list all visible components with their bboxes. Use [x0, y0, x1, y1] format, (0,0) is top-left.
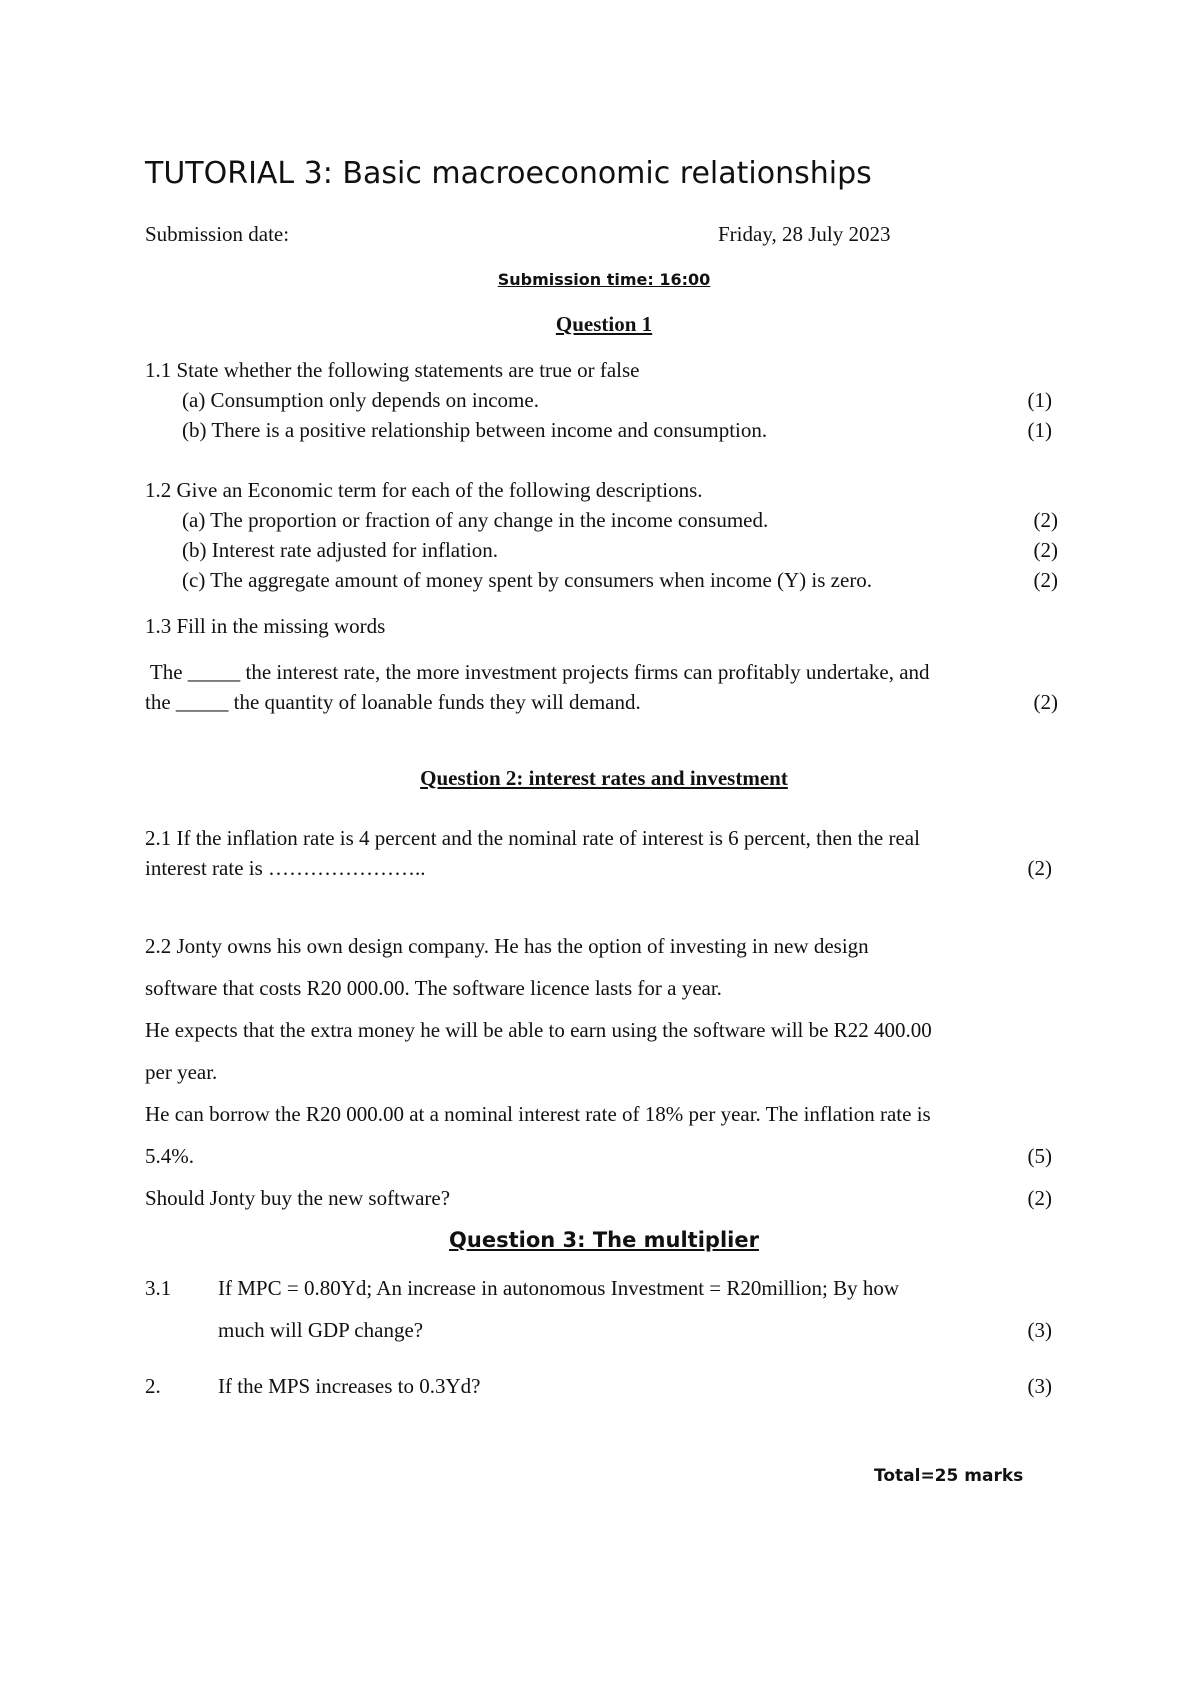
total-marks: Total=25 marks [874, 1466, 1024, 1486]
q1-1-a: (a) Consumption only depends on income. [182, 388, 539, 412]
submission-date-label: Submission date: [145, 222, 290, 246]
q1-2-b-mark: (2) [1033, 538, 1058, 562]
q1-2-c-mark: (2) [1033, 568, 1058, 592]
page-title: TUTORIAL 3: Basic macroeconomic relationships [145, 156, 872, 191]
q2-2-line-2: software that costs R20 000.00. The software licence lasts for a year. [145, 976, 722, 1000]
q1-1-b: (b) There is a positive relationship between income and consumption. [182, 418, 768, 442]
q3-1-line-1: If MPC = 0.80Yd; An increase in autonomous Investment = R20million; By how [218, 1276, 900, 1300]
q1-2-a: (a) The proportion or fraction of any change in the income consumed. [182, 508, 769, 532]
q1-3-line-2: the _____ the quantity of loanable funds they will demand. [145, 690, 641, 714]
submission-date-value: Friday, 28 July 2023 [718, 222, 891, 246]
q3-1-mark: (3) [1027, 1318, 1052, 1342]
q1-2-prompt: 1.2 Give an Economic term for each of the following descriptions. [145, 478, 703, 502]
q2-2-line-4: per year. [145, 1060, 218, 1084]
submission-time: Submission time: 16:00 [497, 270, 711, 289]
q1-1-prompt: 1.1 State whether the following statements are true or false [145, 358, 640, 382]
q2-2-mark-2: (2) [1027, 1186, 1052, 1210]
question-3-heading: Question 3: The multiplier [449, 1228, 759, 1252]
q3-1-line-2: much will GDP change? [218, 1318, 424, 1342]
q1-1-a-mark: (1) [1027, 388, 1052, 412]
q1-1-b-mark: (1) [1027, 418, 1052, 442]
q3-2-number: 2. [145, 1374, 161, 1398]
q3-2-line-1: If the MPS increases to 0.3Yd? [218, 1374, 481, 1398]
q1-2-c: (c) The aggregate amount of money spent by consumers when income (Y) is zero. [182, 568, 873, 592]
q1-2-b: (b) Interest rate adjusted for inflation. [182, 538, 499, 562]
q2-1-line-2: interest rate is ………………….. [145, 856, 426, 880]
q1-3-line-1: The _____ the interest rate, the more investment projects firms can profitably undertake, and [145, 660, 930, 684]
q3-2-mark: (3) [1027, 1374, 1052, 1398]
q2-1-line-1: 2.1 If the inflation rate is 4 percent and the nominal rate of interest is 6 percent, then the real [145, 826, 920, 850]
q2-2-line-3: He expects that the extra money he will be able to earn using the software will be R22 400.00 [145, 1018, 932, 1042]
q2-1-mark: (2) [1027, 856, 1052, 880]
q1-3-prompt: 1.3 Fill in the missing words [145, 614, 386, 638]
question-1-heading: Question 1 [555, 312, 653, 336]
q2-2-line-7: Should Jonty buy the new software? [145, 1186, 451, 1210]
q2-2-line-5: He can borrow the R20 000.00 at a nominal interest rate of 18% per year. The inflation rate is [145, 1102, 931, 1126]
question-2-heading: Question 2: interest rates and investment [420, 766, 788, 790]
q1-3-mark: (2) [1033, 690, 1058, 714]
q1-2-a-mark: (2) [1033, 508, 1058, 532]
q2-2-mark-1: (5) [1027, 1144, 1052, 1168]
q2-2-line-1: 2.2 Jonty owns his own design company. He has the option of investing in new design [145, 934, 869, 958]
q3-1-number: 3.1 [145, 1276, 172, 1300]
q2-2-line-6: 5.4%. [145, 1144, 194, 1168]
